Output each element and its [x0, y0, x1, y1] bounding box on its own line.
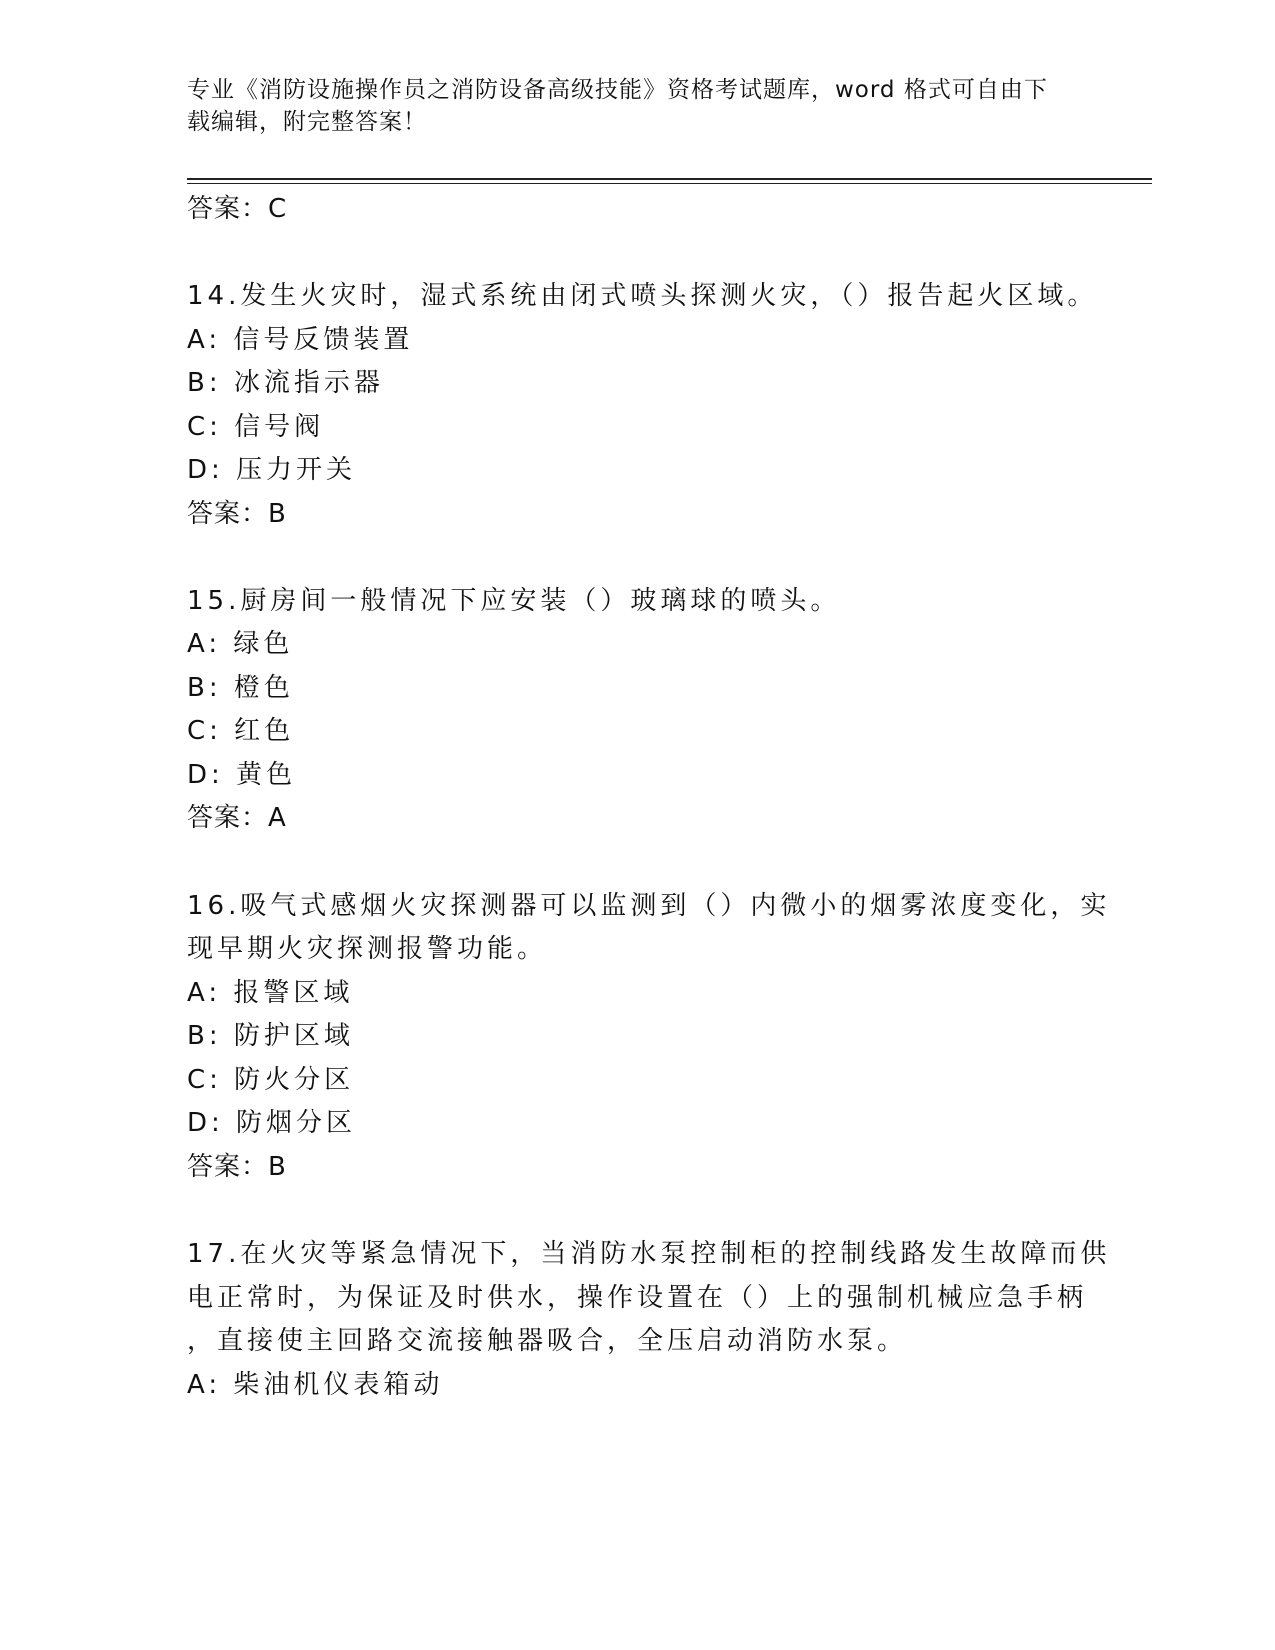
- question-15-option-c: C: 红色: [187, 716, 295, 746]
- header-divider-thick: [187, 178, 1152, 180]
- question-16-option-a: A: 报警区域: [187, 978, 354, 1008]
- document-header: [187, 74, 1067, 138]
- question-14-option-c: C: 信号阀: [187, 412, 325, 442]
- question-15-option-d: D: 黄色: [187, 760, 297, 790]
- question-16-stem-line-1: 16.吸气式感烟火灾探测器可以监测到（）内微小的烟雾浓度变化，实: [187, 891, 1111, 921]
- question-15-answer: 答案：A: [187, 803, 287, 833]
- question-14-option-b: B: 冰流指示器: [187, 368, 384, 398]
- answer-prev: 答案：C: [187, 194, 288, 224]
- question-16-option-c: C: 防火分区: [187, 1065, 355, 1095]
- question-17-stem-line-2: 电正常时，为保证及时供水，操作设置在（）上的强制机械应急手柄: [187, 1283, 1088, 1313]
- question-16-stem-line-2: 现早期火灾探测报警功能。: [187, 934, 548, 964]
- question-14-option-a: A: 信号反馈装置: [187, 325, 414, 355]
- question-14-answer: 答案：B: [187, 499, 287, 529]
- question-15-option-b: B: 橙色: [187, 673, 294, 703]
- question-15-option-a: A: 绿色: [187, 629, 294, 659]
- question-17-stem-line-3: ，直接使主回路交流接触器吸合，全压启动消防水泵。: [187, 1326, 908, 1356]
- question-14-stem: 14.发生火灾时，湿式系统由闭式喷头探测火灾，（）报告起火区域。: [187, 281, 1098, 311]
- header-divider-thin: [187, 183, 1152, 184]
- question-17-stem-line-1: 17.在火灾等紧急情况下，当消防水泵控制柜的控制线路发生故障而供: [187, 1239, 1111, 1269]
- header-line-2: 载编辑，附完整答案！: [187, 109, 427, 135]
- question-16-answer: 答案：B: [187, 1152, 287, 1182]
- header-line-1: 专业《消防设施操作员之消防设备高级技能》资格考试题库，word 格式可自由下: [187, 77, 1048, 103]
- question-15-stem: 15.厨房间一般情况下应安装（）玻璃球的喷头。: [187, 586, 841, 616]
- question-17-option-a: A: 柴油机仪表箱动: [187, 1370, 444, 1400]
- question-16-option-d: D: 防烟分区: [187, 1108, 357, 1138]
- question-16-option-b: B: 防护区域: [187, 1021, 354, 1051]
- question-14-option-d: D: 压力开关: [187, 455, 357, 485]
